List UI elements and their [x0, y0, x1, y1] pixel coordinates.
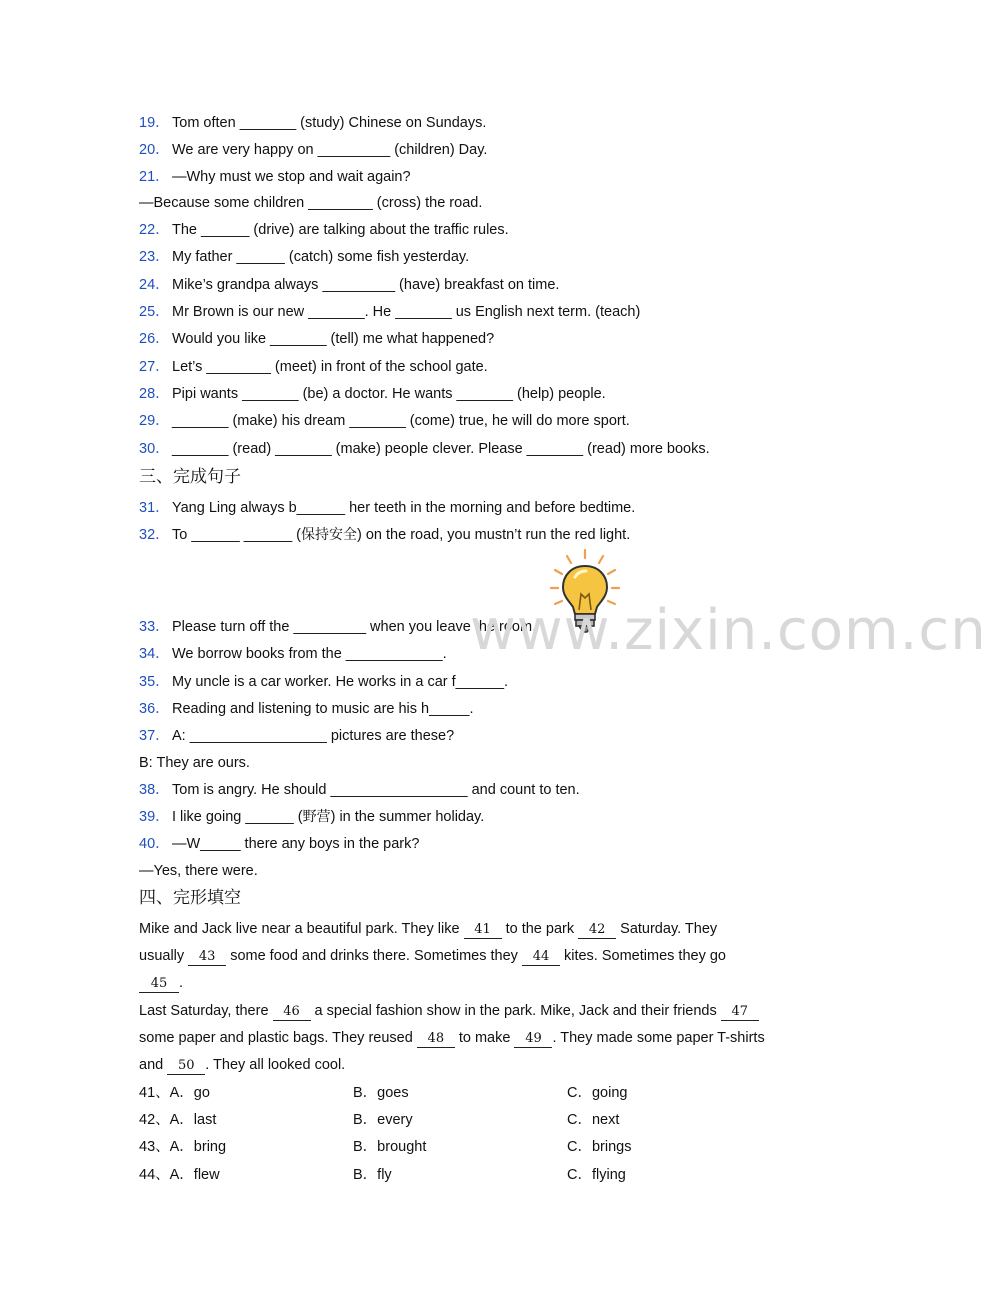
question-text: I like going ______ ( — [172, 809, 303, 825]
option-c[interactable]: C．flying — [567, 1167, 626, 1183]
question-21-answer — [139, 193, 482, 213]
cloze-blank-43: 43 — [188, 949, 226, 966]
question-number: 30． — [139, 441, 170, 457]
question-text: Mike’s grandpa always _________ (have) breakfast on time. — [172, 277, 560, 293]
cloze-text: some paper and plastic bags. They reused — [139, 1030, 417, 1046]
option-c[interactable]: C．going — [567, 1085, 628, 1101]
question-text: My uncle is a car worker. He works in a car f______. — [172, 674, 509, 690]
cloze-line-2 — [139, 946, 726, 966]
option-row-44 — [139, 1165, 220, 1185]
question-34 — [139, 644, 447, 664]
cloze-blank-45: 45 — [139, 976, 179, 993]
question-text: Please turn off the _________ when you leave the room. — [172, 619, 537, 635]
question-31 — [139, 498, 635, 518]
cloze-text: Mike and Jack live near a beautiful park. They like — [139, 921, 464, 937]
question-number: 31． — [139, 500, 170, 516]
question-text: Tom often _______ (study) Chinese on Sundays. — [172, 115, 487, 131]
question-text: A: _________________ pictures are these? — [172, 728, 455, 744]
question-27 — [139, 357, 488, 377]
question-text: —Yes, there were. — [139, 863, 258, 879]
question-text: We borrow books from the ____________. — [172, 646, 447, 662]
question-text: My father ______ (catch) some fish yesterday. — [172, 249, 470, 265]
question-number: 24． — [139, 277, 170, 293]
cloze-blank-48: 48 — [417, 1031, 455, 1048]
question-23 — [139, 247, 469, 267]
question-40 — [139, 834, 419, 854]
section-heading-3: 三、完成句子 — [139, 467, 241, 487]
option-a[interactable]: A．bring — [169, 1139, 227, 1155]
question-text: Reading and listening to music are his h_____. — [172, 701, 474, 717]
question-text: Let’s ________ (meet) in front of the school gate. — [172, 359, 488, 375]
cloze-text: Last Saturday, there — [139, 1003, 273, 1019]
cloze-text: to the park — [501, 921, 579, 937]
question-text: —Why must we stop and wait again? — [172, 169, 411, 185]
question-number: 27． — [139, 359, 170, 375]
question-text: ) on the road, you mustn’t run the red light. — [357, 527, 631, 543]
question-text: _______ (make) his dream _______ (come) true, he will do more sport. — [172, 413, 630, 429]
question-25 — [139, 302, 640, 322]
question-text: Yang Ling always b______ her teeth in the morning and before bedtime. — [172, 500, 636, 516]
question-number: 38． — [139, 782, 170, 798]
question-number: 34． — [139, 646, 170, 662]
cloze-text: kites. Sometimes they go — [559, 948, 726, 964]
option-number: 44、 — [139, 1167, 170, 1183]
option-a[interactable]: A．last — [169, 1112, 217, 1128]
question-number: 36． — [139, 701, 170, 717]
question-text: Tom is angry. He should _________________ and count to ten. — [172, 782, 580, 798]
question-38 — [139, 780, 580, 800]
option-c[interactable]: C．next — [567, 1112, 620, 1128]
cloze-text: Saturday. They — [616, 921, 718, 937]
question-text: —Because some children ________ (cross) the road. — [139, 195, 483, 211]
question-39 — [139, 807, 484, 827]
question-number: 19． — [139, 115, 170, 131]
cloze-blank-47: 47 — [721, 1004, 759, 1021]
option-b[interactable]: B．brought — [353, 1139, 427, 1155]
watermark: www.zixin.com.cn — [470, 598, 987, 663]
cloze-blank-44: 44 — [522, 949, 560, 966]
cloze-text: a special fashion show in the park. Mike, Jack and their friends — [310, 1003, 721, 1019]
question-36 — [139, 699, 473, 719]
question-text: ) in the summer holiday. — [330, 809, 485, 825]
question-number: 35． — [139, 674, 170, 690]
cloze-text: . They all looked cool. — [205, 1057, 346, 1073]
question-text: —W_____ there any boys in the park? — [172, 836, 420, 852]
cloze-text: usually — [139, 948, 189, 964]
question-text: We are very happy on _________ (children) Day. — [172, 142, 488, 158]
option-row-43 — [139, 1137, 226, 1157]
question-32 — [139, 525, 630, 545]
question-35 — [139, 672, 508, 692]
question-40-answer — [139, 861, 258, 881]
question-26 — [139, 329, 494, 349]
question-21 — [139, 167, 411, 187]
question-number: 37． — [139, 728, 170, 744]
cloze-blank-42: 42 — [578, 922, 616, 939]
option-b[interactable]: B．goes — [353, 1085, 409, 1101]
question-number: 40． — [139, 836, 170, 852]
cloze-line-4 — [139, 1001, 759, 1021]
question-30 — [139, 439, 710, 459]
question-number: 25． — [139, 304, 170, 320]
question-text: Mr Brown is our new _______. He _______ us English next term. (teach) — [172, 304, 641, 320]
question-number: 23． — [139, 249, 170, 265]
option-number: 42、 — [139, 1112, 170, 1128]
cloze-line-3 — [139, 973, 183, 993]
question-number: 33． — [139, 619, 170, 635]
question-number: 21． — [139, 169, 170, 185]
option-a[interactable]: A．flew — [169, 1167, 220, 1183]
cloze-blank-41: 41 — [464, 922, 502, 939]
option-row-42 — [139, 1110, 216, 1130]
question-number: 26． — [139, 331, 170, 347]
question-number: 29． — [139, 413, 170, 429]
question-number: 32． — [139, 527, 170, 543]
chinese-hint: 野营 — [302, 809, 331, 825]
cloze-blank-50: 50 — [167, 1058, 205, 1075]
option-b[interactable]: B．every — [353, 1112, 413, 1128]
question-text: Pipi wants _______ (be) a doctor. He wants _______ (help) people. — [172, 386, 606, 402]
question-37 — [139, 726, 454, 746]
option-c[interactable]: C．brings — [567, 1139, 632, 1155]
question-37-answer — [139, 753, 250, 773]
option-number: 41、 — [139, 1085, 170, 1101]
option-number: 43、 — [139, 1139, 170, 1155]
option-b[interactable]: B．fly — [353, 1167, 392, 1183]
question-19 — [139, 113, 486, 133]
question-text: Would you like _______ (tell) me what happened? — [172, 331, 495, 347]
question-28 — [139, 384, 606, 404]
question-29 — [139, 411, 630, 431]
question-text: _______ (read) _______ (make) people clever. Please _______ (read) more books. — [172, 441, 710, 457]
cloze-text: and — [139, 1057, 168, 1073]
cloze-line-6 — [139, 1055, 345, 1075]
question-24 — [139, 275, 559, 295]
section-heading-4: 四、完形填空 — [139, 888, 241, 908]
option-a[interactable]: A．go — [169, 1085, 210, 1101]
cloze-text: . — [179, 975, 184, 991]
cloze-line-5 — [139, 1028, 765, 1048]
cloze-blank-49: 49 — [514, 1031, 552, 1048]
question-number: 39． — [139, 809, 170, 825]
cloze-blank-46: 46 — [273, 1004, 311, 1021]
question-20 — [139, 140, 487, 160]
question-22 — [139, 220, 509, 240]
question-text: To ______ ______ ( — [172, 527, 301, 543]
question-number: 22． — [139, 222, 170, 238]
option-row-41 — [139, 1083, 210, 1103]
question-text: B: They are ours. — [139, 755, 250, 771]
question-number: 20． — [139, 142, 170, 158]
chinese-hint: 保持安全 — [301, 527, 357, 543]
cloze-line-1 — [139, 919, 717, 939]
question-number: 28． — [139, 386, 170, 402]
cloze-text: . They made some paper T-shirts — [552, 1030, 765, 1046]
cloze-text: some food and drinks there. Sometimes they — [226, 948, 522, 964]
question-text: The ______ (drive) are talking about the traffic rules. — [172, 222, 509, 238]
cloze-text: to make — [454, 1030, 515, 1046]
